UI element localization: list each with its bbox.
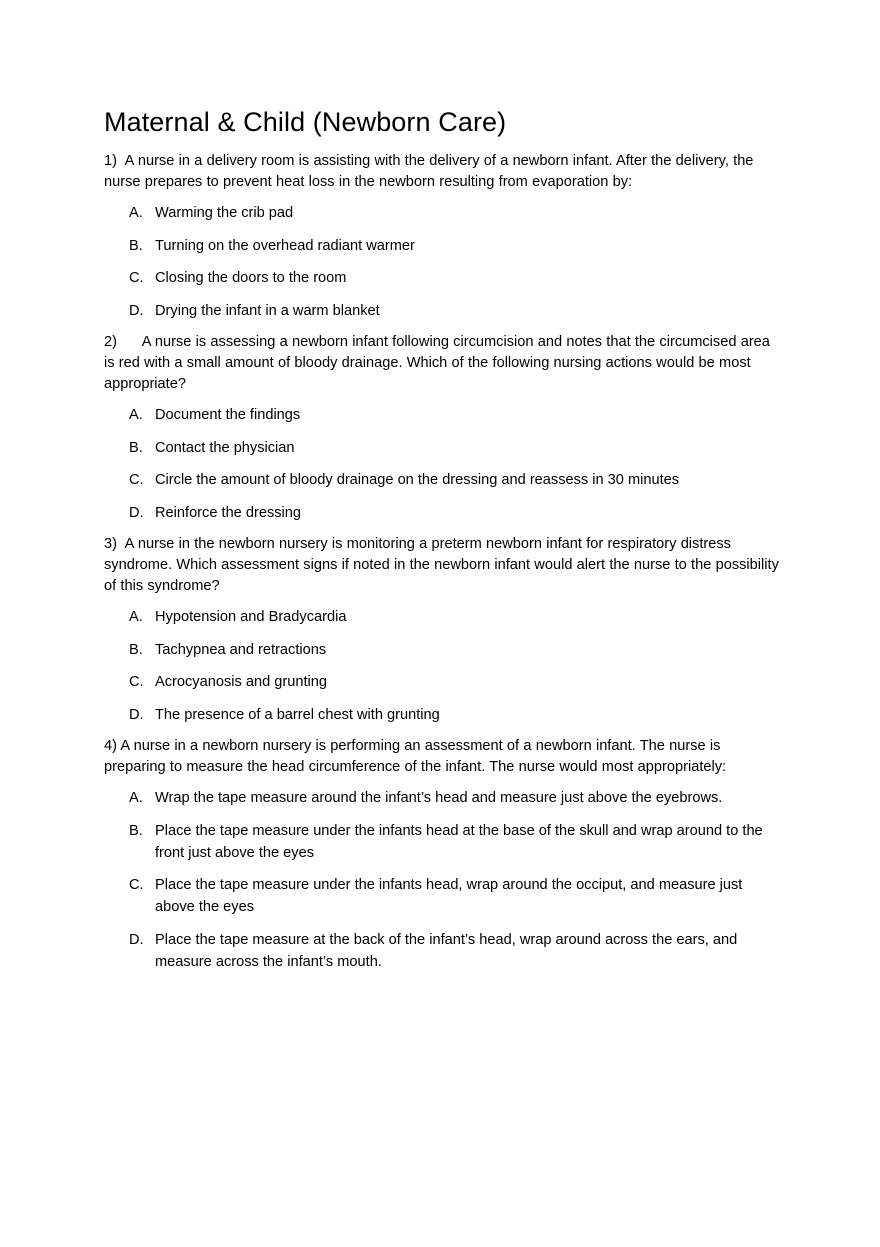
option-text: Document the findings [155,407,301,423]
option-letter: C. [129,472,144,488]
option-text: The presence of a barrel chest with grunting [155,706,440,723]
option-letter: C. [129,270,144,286]
question-2 [104,332,784,524]
question-4 [104,736,784,973]
answer-option [104,820,784,864]
option-letter: B. [129,237,143,254]
option-letter: A. [129,205,143,221]
answer-option [104,235,784,257]
option-text: Turning on the overhead radiant warmer [155,237,415,254]
answer-option [104,704,784,726]
option-text: Reinforce the dressing [155,504,302,521]
answer-option [104,404,784,426]
answer-options [104,202,784,322]
option-text: Warming the crib pad [155,205,294,221]
answer-option [104,606,784,628]
question-text: 3) A nurse in the newborn nursery is monitoring a preterm newborn infant for respiratory distress syndrome. Which assessment signs if noted in the newborn infant would alert the nurse to the possibility of this syndrome? [104,536,784,594]
answer-option [104,874,784,918]
answer-option [104,639,784,661]
option-text: Place the tape measure at the back of the infant’s head, wrap around across the ears, and measure across the infant’s mouth. [155,931,738,970]
answer-options [104,606,784,726]
question-1 [104,151,784,322]
document-title: Maternal & Child (Newborn Care) [104,107,507,137]
option-text: Place the tape measure under the infants head, wrap around the occiput, and measure just above the eyes [155,877,743,915]
option-letter: D. [129,706,144,723]
option-text: Contact the physician [155,439,295,456]
option-letter: B. [129,439,143,456]
answer-option [104,300,784,322]
option-text: Hypotension and Bradycardia [155,609,347,625]
answer-option [104,787,784,809]
question-text: 1) A nurse in a delivery room is assisting with the delivery of a newborn infant. After the delivery, the nurse prepares to prevent heat loss in the newborn resulting from evaporation by: [104,153,758,190]
option-letter: B. [129,822,143,839]
option-letter: D. [129,504,144,521]
option-letter: C. [129,674,144,690]
answer-option [104,437,784,459]
option-text: Tachypnea and retractions [155,641,327,658]
option-letter: A. [129,609,143,625]
question-text: 2) A nurse is assessing a newborn infant following circumcision and notes that the circumcised area is red with a small amount of bloody drainage. Which of the following nursing actions would be most appropriate? [104,334,775,392]
option-text: Acrocyanosis and grunting [155,674,327,690]
option-letter: D. [129,931,144,948]
answer-option [104,469,784,491]
question-text: 4) A nurse in a newborn nursery is performing an assessment of a newborn infant. The nurse is preparing to measure the head circumference of the infant. The nurse would most appropriately: [104,738,727,775]
option-letter: C. [129,877,144,893]
option-letter: B. [129,641,143,658]
answer-options [104,787,784,973]
answer-option [104,202,784,224]
option-letter: A. [129,790,143,806]
option-text: Place the tape measure under the infants head at the base of the skull and wrap around to the front just above the eyes [155,822,763,861]
answer-option [104,267,784,289]
option-letter: D. [129,302,144,319]
option-text: Drying the infant in a warm blanket [155,302,380,319]
question-3 [104,534,784,726]
answer-option [104,929,784,973]
option-text: Circle the amount of bloody drainage on the dressing and reassess in 30 minutes [155,472,680,488]
document-page [104,104,784,983]
answer-option [104,671,784,693]
option-text: Closing the doors to the room [155,270,347,286]
answer-option [104,502,784,524]
option-letter: A. [129,407,143,423]
answer-options [104,404,784,524]
option-text: Wrap the tape measure around the infant’s head and measure just above the eyebrows. [155,790,723,806]
